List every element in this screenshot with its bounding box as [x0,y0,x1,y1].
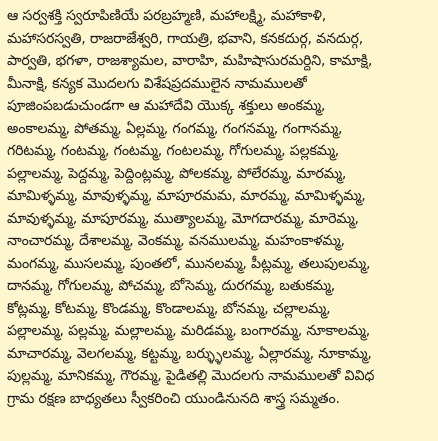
text-line: కోట్లమ్మ, కోటమ్మ, కొండమ్మ, కొండాలమ్మ, బోనమ్మ, చల్లాలమ్మ, [7,300,331,317]
text-line: గ్రామ రక్షణ బాధ్యతలు స్వీకరించి యుండినునది శాస్త్ర సమ్మతం. [7,390,340,407]
text-line: నాంచారమ్మ, దేశాలమ్మ, వెంకమ్మ, వనములమ్మ, మహంకాళమ్మ, [7,233,345,249]
text-line: పూజింపబడుచుండగా ఆ మహాదేవి యొక్క శక్తులు అంకమ్మ, [7,98,326,114]
text-line: మామిళ్ళమ్మ, మావుళ్ళమ్మ, మాపూరమమ, మారమ్మ, మామిళ్ళమ్మ, [7,188,366,204]
text-line: ఆ సర్వశక్తి స్వరూపిణియే పరబ్రహ్మణి, మహాలక్ష్మి, మహాకాళి, [7,8,327,24]
text-line: దానమ్మ, గోగులమ్మ, పోచమ్మ, బోసెమ్మ, దురగమ్మ, బతుకమ్మ, [7,278,336,294]
text-line: మాచారమ్మ, వెలగలమ్మ, కట్టమ్మ, బర్ళ్ళులమ్మ, ఏల్లారమ్మ, నూకామ్మ, [7,345,372,362]
text-line: పల్లాలమ్మ, పల్లమ్మ, మల్లాలమ్మ, మరిడమ్మ, బంగారమ్మ, నూకాలమ్మ, [7,323,371,339]
text-line: మంగమ్మ, ముసలమ్మ, పుంతలో, మునలమ్మ, పీట్లమ్మ, తలుపులమ్మ, [7,255,371,272]
text-line: పుల్లమ్మ, మానికమ్మ, గౌరమ్మ, పైడితల్లి మొదలగు నామములతో వివిధ [7,368,375,384]
text-line: మావుళ్ళమ్మ, మాపూరమ్మ, ముత్యాలమ్మ, మోగదారమ్మ, మారెమ్మ, [7,210,359,227]
text-line: మహాసరస్వతి, రాజరాజేశ్వరి, గాయత్రి, భవాని, కనకదుర్గ, వనదుర్గ, [7,30,364,47]
text-line: పల్లాలమ్మ, పెద్దమ్మ, పెద్దింట్లమ్మ, పోలకమ్మ, పోలేరమ్మ, మారమ్మ, [7,165,347,182]
text-line: గరిటమ్మ, గంటమ్మ, గంటమ్మ, గంటలమ్మ, గోగులమ్మ, పల్లకమ్మ, [7,143,340,159]
text-line: అంకాలమ్మ, పోతమ్మ, ఏల్లమ్మ, గంగమ్మ, గంగనమ్మ, గంగానమ్మ, [7,120,343,137]
telugu-text-passage [7,5,432,410]
text-line: పార్వతి, భగళా, రాజశ్యామల, వారాహి, మహిషాసురమర్దిని, కామాక్షి, [7,53,373,69]
text-line: మీనాక్షి, కన్యక మొదలగు విశేషప్రదములైన నామములతో [7,75,307,92]
